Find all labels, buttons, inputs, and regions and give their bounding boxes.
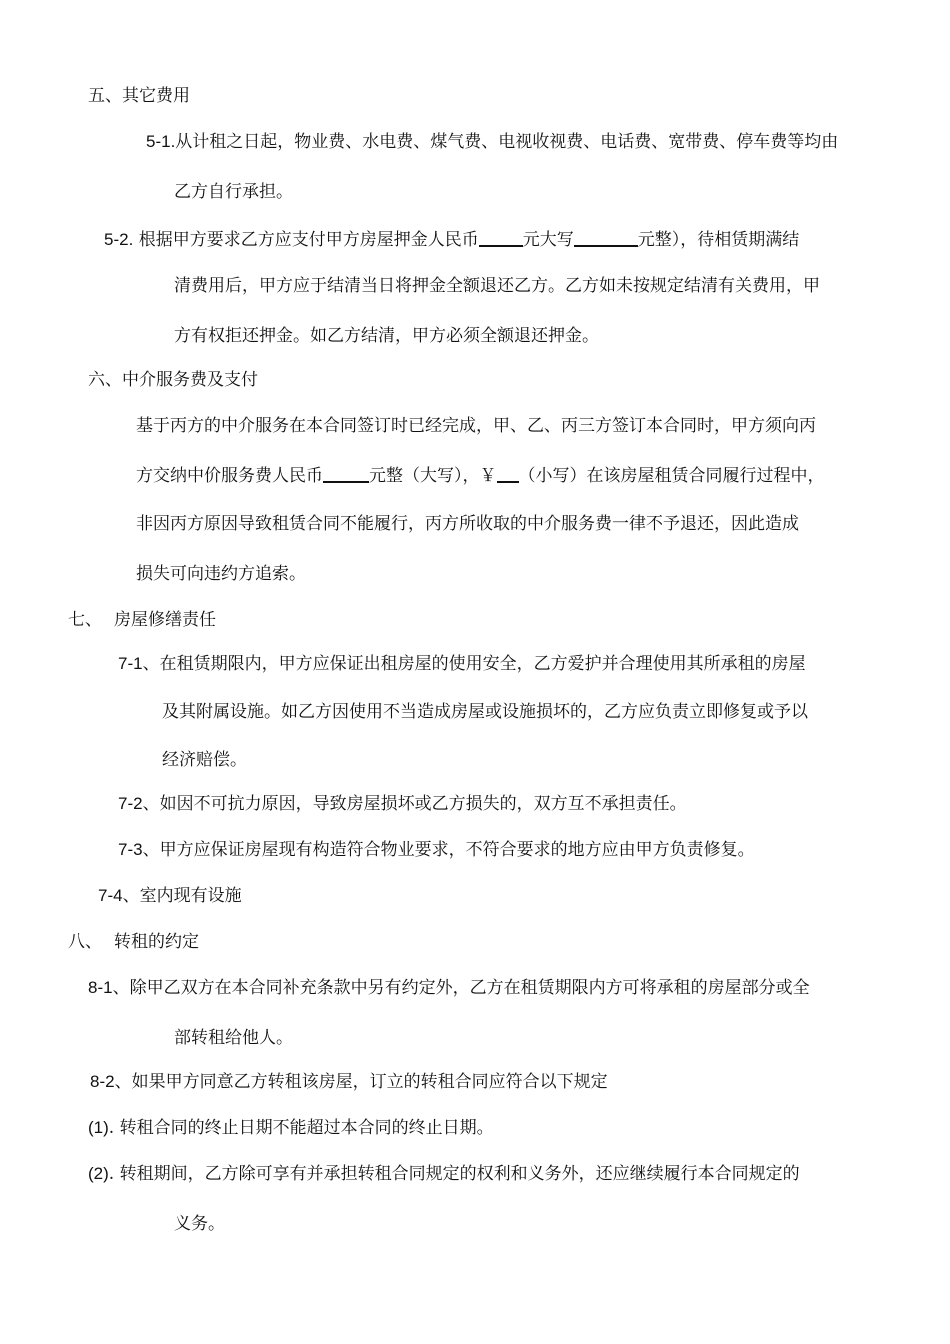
clause-8-1-line-1 — [88, 977, 810, 999]
clause-7-3 — [118, 839, 755, 861]
clause-7-3-text: 、甲方应保证房屋现有构造符合物业要求，不符合要求的地方应由甲方负责修复。 — [142, 840, 755, 860]
section-6-line-4: 损失可向违约方追索。 — [136, 564, 306, 584]
section-6-text-c: （小写）在该房屋租赁合同履行过程中， — [518, 466, 825, 486]
clause-7-2-text: 、如因不可抗力原因，导致房屋损坏或乙方损失的，双方互不承担责任。 — [142, 794, 687, 814]
clause-5-2-text-c: 元整），待相赁期满结 — [637, 230, 800, 250]
clause-7-1-text: 、在租赁期限内，甲方应保证出租房屋的使用安全，乙方爱护并合理使用其所承租的房屋 — [142, 654, 806, 674]
clause-5-1-number: 5-1. — [146, 132, 176, 151]
clause-8-2-item-2-line-2: 义务。 — [174, 1214, 225, 1234]
clause-8-1-number: 8-1 — [88, 978, 113, 997]
item-1-number: (1) — [88, 1118, 109, 1137]
clause-8-2-text: 、如果甲方同意乙方转租该房屋，订立的转租合同应符合以下规定 — [114, 1072, 608, 1092]
clause-7-2 — [118, 793, 687, 815]
section-6-text-a: 方交纳中价服务费人民币 — [136, 466, 323, 486]
clause-5-1-line-2: 乙方自行承担。 — [174, 182, 293, 202]
section-7-number: 七、 — [68, 610, 102, 630]
clause-5-2-text-b: 元大写 — [522, 230, 574, 250]
clause-8-2-item-1 — [88, 1117, 494, 1139]
clause-8-1-text: 、除甲乙双方在本合同补充条款中另有约定外，乙方在租赁期限内方可将承租的房屋部分或全 — [112, 978, 810, 998]
clause-7-1-line-1 — [118, 653, 806, 675]
fee-capital-blank — [323, 463, 369, 483]
clause-8-2 — [90, 1071, 608, 1093]
clause-5-2-number: 5-2. — [104, 230, 134, 249]
section-6-heading: 六、中介服务费及支付 — [88, 370, 258, 390]
clause-5-2-line-3: 方有权拒还押金。如乙方结清，甲方必须全额退还押金。 — [174, 326, 599, 346]
item-2-text: . 转租期间，乙方除可享有并承担转租合同规定的权利和义务外，还应继续履行本合同规定的 — [108, 1164, 800, 1184]
clause-5-2-line-2: 清费用后，甲方应于结清当日将押金全额退还乙方。乙方如未按规定结清有关费用，甲 — [174, 276, 820, 296]
item-2-number: (2) — [88, 1164, 109, 1183]
clause-8-1-line-2: 部转租给他人。 — [174, 1028, 293, 1048]
clause-5-2-line-1 — [104, 227, 799, 251]
section-5-heading: 五、其它费用 — [88, 86, 190, 106]
deposit-amount-blank — [479, 227, 523, 247]
clause-8-2-item-2-line-1 — [88, 1163, 800, 1185]
section-6-line-3: 非因丙方原因导致租赁合同不能履行，丙方所收取的中介服务费一律不予退还，因此造成 — [136, 514, 799, 534]
clause-7-1-number: 7-1 — [118, 654, 143, 673]
section-8-number: 八、 — [68, 932, 102, 952]
clause-8-2-number: 8-2 — [90, 1072, 115, 1091]
section-7-heading — [68, 609, 216, 631]
clause-7-4-number: 7-4 — [98, 886, 123, 905]
clause-5-1-line-1 — [146, 131, 838, 153]
clause-5-2-text-a: 根据甲方要求乙方应支付甲方房屋押金人民币 — [138, 230, 479, 250]
item-1-text: . 转租合同的终止日期不能超过本合同的终止日期。 — [108, 1118, 494, 1138]
clause-7-1-line-2: 及其附属设施。如乙方因使用不当造成房屋或设施损坏的，乙方应负责立即修复或予以 — [162, 702, 808, 722]
clause-7-1-line-3: 经济赔偿。 — [162, 750, 247, 770]
fee-numeric-blank — [497, 463, 519, 483]
clause-7-2-number: 7-2 — [118, 794, 143, 813]
section-6-line-1: 基于丙方的中介服务在本合同签订时已经完成，甲、乙、丙三方签订本合同时，甲方须向丙 — [136, 416, 816, 436]
clause-5-1-text: 从计租之日起，物业费、水电费、煤气费、电视收视费、电话费、宽带费、停车费等均由 — [175, 132, 839, 152]
section-6-line-2 — [136, 463, 825, 487]
clause-7-4-text: 、室内现有设施 — [122, 886, 242, 906]
section-8-heading — [68, 931, 199, 953]
section-6-text-b: 元整（大写），￥ — [369, 466, 497, 486]
clause-7-3-number: 7-3 — [118, 840, 143, 859]
section-8-title: 转租的约定 — [114, 932, 199, 952]
section-7-title: 房屋修缮责任 — [114, 610, 216, 630]
deposit-capital-blank — [574, 227, 638, 247]
clause-7-4 — [98, 885, 242, 907]
